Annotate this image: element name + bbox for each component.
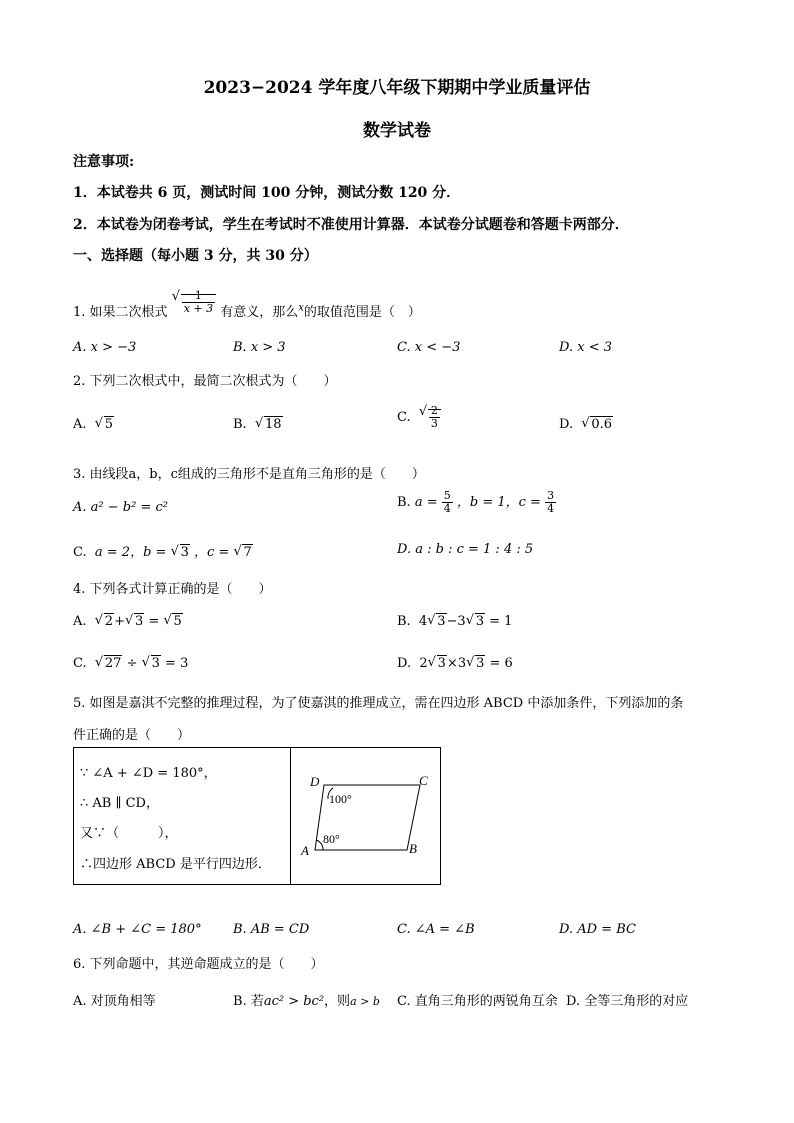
- q1-suffix-a: 有意义，那么: [220, 305, 299, 320]
- q3-c-rad1: [171, 545, 190, 560]
- q1-option-b[interactable]: B. x > 3: [233, 340, 286, 355]
- q4-b-r1: 3: [437, 614, 446, 629]
- parallelogram-figure: [292, 748, 438, 883]
- q3-c-text1: a = 2，b =: [94, 545, 167, 560]
- q4-a-r3: 5: [173, 614, 182, 629]
- q4-b-op: −3: [446, 614, 466, 629]
- section-heading-choice: 一、选择题（每小题 3 分，共 30 分）: [73, 248, 318, 264]
- question-4: 4. 下列各式计算正确的是（ ）: [73, 582, 272, 597]
- q2-option-b[interactable]: [233, 417, 283, 432]
- proof-line-2: ∴ AB ∥ CD，: [80, 796, 159, 811]
- page-subtitle: 数学试卷: [363, 121, 431, 141]
- q3-b-a-num: 5: [443, 489, 451, 502]
- q3-b-c-den: 4: [547, 502, 555, 515]
- q2-label-a: A.: [73, 417, 87, 432]
- q4-d-c1: 2: [419, 656, 428, 671]
- q2-c-den: 3: [430, 417, 438, 430]
- q4-c-r2: 3: [151, 656, 160, 671]
- q6-option-d[interactable]: D. 全等三角形的对应: [566, 994, 689, 1009]
- q4-a-r2: 3: [134, 614, 144, 629]
- q3-b-bc-text: ，b = 1，c =: [456, 495, 541, 510]
- q2-d-radical: [581, 417, 613, 432]
- q1-fraction: [182, 290, 215, 315]
- q4-b-r2: 3: [475, 614, 484, 629]
- q3-c-label: C.: [73, 545, 87, 560]
- q1-var: x: [298, 302, 304, 314]
- angle-a-label: 80°: [323, 832, 340, 846]
- q1-radical: [172, 290, 216, 315]
- q2-option-d[interactable]: [559, 417, 613, 432]
- q1-prefix: 1. 如果二次根式: [73, 305, 168, 320]
- q1-frac-num: √ 1: [182, 290, 215, 303]
- question-3: 3. 由线段a，b，c组成的三角形不是直角三角形的是（ ）: [73, 467, 425, 482]
- q4-b-rad2: [466, 614, 485, 629]
- q1-option-a[interactable]: A. x > −3: [73, 340, 137, 355]
- vertex-d-label: D: [310, 774, 320, 789]
- q1-frac-den: x + 3: [183, 302, 214, 315]
- q2-option-c[interactable]: [397, 405, 441, 430]
- q4-a-rad2: [125, 614, 144, 629]
- q2-b-radical: [255, 417, 283, 432]
- q4-a-op: +: [114, 614, 125, 629]
- q4-a-eq: =: [148, 614, 160, 629]
- proof-box-divider: [290, 747, 291, 884]
- q4-c-r1: 27: [104, 656, 122, 671]
- q4-a-rad1: [95, 614, 114, 629]
- q2-c-radical: [419, 405, 441, 430]
- q5-option-d[interactable]: D. AD = BC: [559, 922, 636, 937]
- q3-c-text2: ，c =: [193, 545, 230, 560]
- q5-option-c[interactable]: C. ∠A = ∠B: [397, 922, 475, 937]
- q3-option-a[interactable]: A. a² − b² = c²: [73, 500, 168, 515]
- q6-b-math: ac² > bc²: [263, 994, 325, 1009]
- q4-d-r2: 3: [476, 656, 485, 671]
- q3-option-c[interactable]: [73, 541, 253, 560]
- q3-b-a-text: a =: [414, 495, 438, 510]
- q2-c-fraction: [429, 405, 440, 430]
- proof-line-4: ∴四边形 ABCD 是平行四边形．: [80, 857, 271, 872]
- q4-c-op: ÷: [126, 656, 138, 671]
- q4-a-rad3: [163, 614, 182, 629]
- q4-c-rad1: [95, 656, 123, 671]
- q3-c-r1: 3: [180, 545, 189, 560]
- q4-c-label: C.: [73, 656, 87, 671]
- q4-d-op: ×3: [446, 656, 467, 671]
- q3-b-a-frac: [442, 490, 453, 515]
- notice-item-1: 1．本试卷共 6 页，测试时间 100 分钟，测试分数 120 分．: [73, 185, 461, 201]
- q6-b-math2: a > b: [350, 995, 380, 1008]
- q4-d-label: D.: [397, 656, 412, 671]
- q4-d-rad2: [466, 656, 485, 671]
- q2-label-d: D.: [559, 417, 574, 432]
- angle-a-arc: [316, 840, 323, 850]
- q6-b-post: ，则: [324, 994, 351, 1009]
- q4-option-d[interactable]: [397, 656, 513, 671]
- q4-option-b[interactable]: [397, 614, 512, 629]
- vertex-a-label: A: [301, 843, 309, 858]
- q2-d-value: 0.6: [591, 417, 613, 432]
- q4-d-rad1: [428, 656, 447, 671]
- q3-b-c-frac: [545, 490, 556, 515]
- q3-option-b[interactable]: [397, 490, 556, 515]
- proof-line-1: ∵ ∠A + ∠D = 180°，: [80, 766, 217, 781]
- q3-c-rad2: [233, 545, 252, 560]
- q4-option-c[interactable]: [73, 656, 188, 671]
- proof-line-3[interactable]: 又∵（ ），: [80, 826, 178, 841]
- angle-d-label: 100°: [329, 792, 352, 806]
- q5-option-b[interactable]: B. AB = CD: [233, 922, 310, 937]
- q3-option-d[interactable]: D. a : b : c = 1 : 4 : 5: [397, 542, 534, 557]
- q6-option-b[interactable]: [233, 990, 380, 1009]
- vertex-c-label: C: [419, 773, 428, 788]
- q3-b-label: B.: [397, 495, 411, 510]
- q3-b-a-den: 4: [443, 502, 451, 515]
- q1-option-d[interactable]: D. x < 3: [559, 340, 612, 355]
- q5-option-a[interactable]: A. ∠B + ∠C = 180°: [73, 922, 202, 937]
- q4-a-label: A.: [73, 614, 87, 629]
- q2-label-c: C.: [397, 410, 411, 425]
- q1-suffix-b: 的取值范围是（ ）: [303, 305, 421, 320]
- q1-option-c[interactable]: C. x < −3: [397, 340, 461, 355]
- q4-d-eq: = 6: [489, 656, 513, 671]
- q4-b-rad1: [427, 614, 446, 629]
- notice-item-2: 2．本试卷为闭卷考试，学生在考试时不准使用计算器．本试卷分试题卷和答题卡两部分．: [73, 217, 629, 233]
- q4-c-eq: = 3: [165, 656, 189, 671]
- q6-option-c[interactable]: C. 直角三角形的两锐角互余: [397, 994, 558, 1009]
- question-2: 2. 下列二次根式中，最简二次根式为（ ）: [73, 374, 337, 389]
- q4-b-c1: 4: [418, 614, 428, 629]
- q4-option-a[interactable]: [73, 614, 183, 629]
- q3-c-r2: 7: [243, 545, 252, 560]
- question-1: [73, 289, 421, 325]
- q2-label-b: B.: [233, 417, 247, 432]
- q6-b-pre: B. 若: [233, 994, 264, 1009]
- question-5-line-1: 5. 如图是嘉淇不完整的推理过程，为了使嘉淇的推理成立，需在四边形 ABCD 中添加条件，下列添加的条: [73, 696, 684, 711]
- vertex-b-label: B: [409, 841, 417, 856]
- q4-b-label: B.: [397, 614, 411, 629]
- q3-b-c-num: 3: [547, 489, 555, 502]
- q4-a-r1: 2: [104, 614, 114, 629]
- page-title: 2023−2024 学年度八年级下期期中学业质量评估: [203, 78, 591, 98]
- q2-c-num: √ 2: [430, 404, 438, 417]
- q2-b-value: 18: [264, 417, 282, 432]
- q2-a-value: 5: [104, 417, 114, 432]
- q4-d-r1: 3: [437, 656, 446, 671]
- question-5-line-2: 件正确的是（ ）: [73, 728, 191, 743]
- q2-a-radical: [95, 417, 114, 432]
- q4-c-rad2: [142, 656, 161, 671]
- q2-option-a[interactable]: [73, 417, 114, 432]
- q6-option-a[interactable]: A. 对顶角相等: [73, 994, 156, 1009]
- notice-heading: 注意事项:: [73, 154, 135, 170]
- question-6: 6. 下列命题中，其逆命题成立的是（ ）: [73, 957, 324, 972]
- q4-b-eq: = 1: [489, 614, 513, 629]
